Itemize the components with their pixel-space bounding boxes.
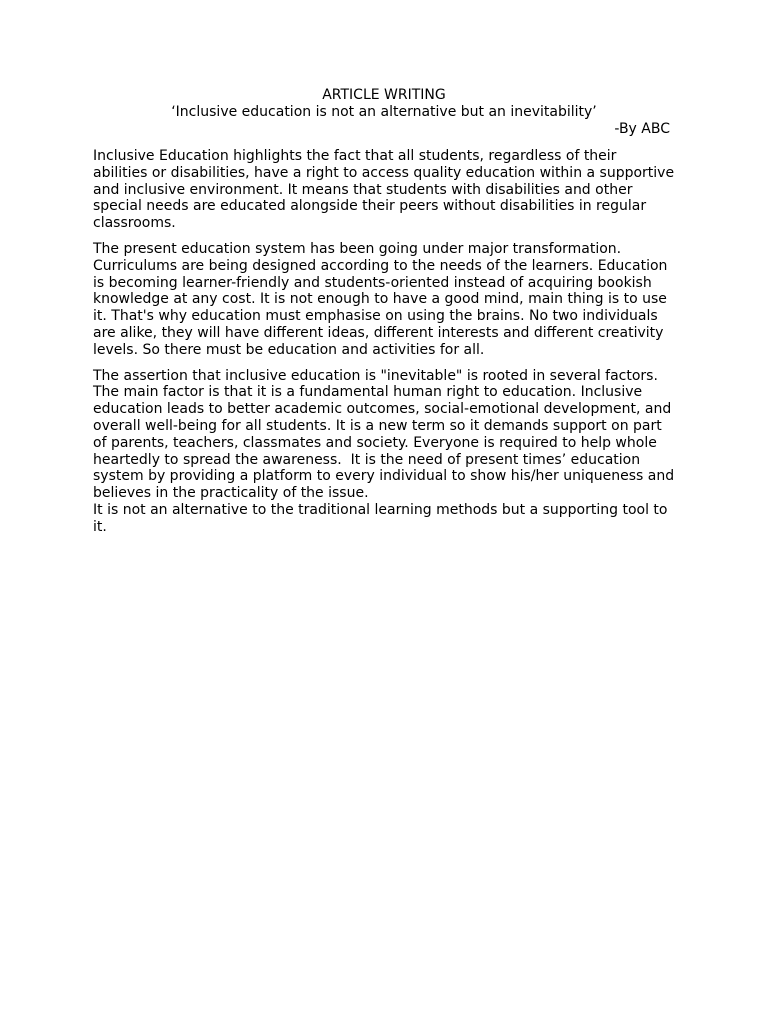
article-byline: -By ABC <box>614 121 670 137</box>
article-subtitle: ‘Inclusive education is not an alternative but an inevitability’ <box>171 104 597 120</box>
document-page <box>93 87 679 536</box>
paragraph-4: It is not an alternative to the traditional learning methods but a supporting tool to it. <box>93 501 672 535</box>
paragraph-2: The present education system has been going under major transformation. Curriculums are being designed according to the needs of the learners. Education is becoming learner-friendly and students-oriented instead of acquiring bookish knowledge at any cost. It is not enough to have a good mind, main thing is to use it. That's why education must emphasise on using the brains. No two individuals are alike, they will have different ideas, different interests and different creativity levels. So there must be education and activities for all. <box>93 240 672 358</box>
article-body <box>93 148 679 536</box>
article-heading: ARTICLE WRITING <box>322 87 446 103</box>
paragraph-3: The assertion that inclusive education is "inevitable" is rooted in several factors. The main factor is that it is a fundamental human right to education. Inclusive education leads to better academic outcomes, social-emotional development, and overall well-being for all students. It is a new term so it demands support on part of parents, teachers, classmates and society. Everyone is required to help whole heartedly to spread the awareness. It is the need of present times’ education system by providing a platform to every individual to show his/her uniqueness and believes in the practicality of the issue. <box>93 367 679 502</box>
paragraph-1: Inclusive Education highlights the fact that all students, regardless of their abilities or disabilities, have a right to access quality education within a supportive and inclusive environment. It means that students with disabilities and other special needs are educated alongside their peers without disabilities in regular classrooms. <box>93 148 679 232</box>
